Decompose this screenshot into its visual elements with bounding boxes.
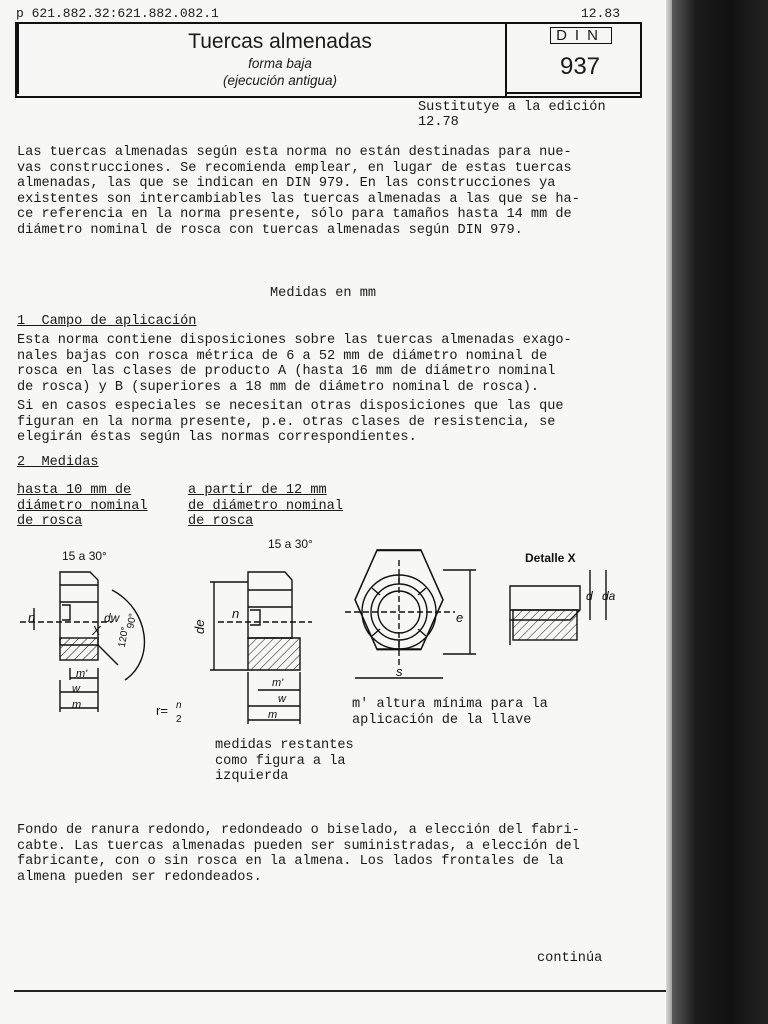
r-formula: r= xyxy=(156,703,168,718)
angle-label-left: 15 a 30° xyxy=(62,549,107,563)
dim-n-left: n xyxy=(28,610,36,625)
text-line: m' altura mínima para la xyxy=(352,697,548,712)
units-note: Medidas en mm xyxy=(270,286,377,301)
dim-m-prime-right: m' xyxy=(272,677,284,689)
dim-da: da xyxy=(602,589,616,603)
closing-paragraph xyxy=(17,823,580,885)
text-line: de rosca) y B (superiores a 18 mm de diámetro nominal de rosca). xyxy=(17,379,540,395)
substitute-line-2: 12.78 xyxy=(418,115,459,130)
section-1-paragraph-1 xyxy=(17,333,572,395)
header-divider xyxy=(505,22,507,96)
header-left-rule xyxy=(16,24,19,94)
text-line: Esta norma contiene disposiciones sobre las tuercas almenadas exago- xyxy=(17,333,572,348)
dim-s: s xyxy=(396,664,403,679)
din-number: 937 xyxy=(559,53,601,80)
text-line: medidas restantes xyxy=(215,738,354,753)
text-line: ce referencia en la norma presente, sólo para tamaños hasta 14 mm de xyxy=(17,207,572,223)
section-1-heading: 1 Campo de aplicación xyxy=(17,314,197,329)
text-line: aplicación de la llave xyxy=(352,712,532,728)
text-line: nales bajas con rosca métrica de 6 a 52 mm de diámetro nominal de xyxy=(17,348,548,364)
r-numerator: n xyxy=(176,700,182,711)
text-line: almena pueden ser redondeados. xyxy=(17,869,262,885)
dim-w-left: w xyxy=(72,683,80,695)
text-line: vas construcciones. Se recomienda emplear, en lugar de estas tuercas xyxy=(17,160,572,176)
detail-x-view xyxy=(510,570,606,645)
text-line: como figura a la xyxy=(215,753,346,769)
page-title: Tuercas almenadas xyxy=(188,30,372,53)
page-subtitle: forma baja xyxy=(248,56,312,71)
column-right-caption xyxy=(188,483,343,530)
angle-120: 120° xyxy=(116,626,132,649)
technical-drawing xyxy=(0,530,660,730)
dim-d: d xyxy=(586,589,593,603)
continues-label: continúa xyxy=(537,951,603,966)
text-line: diámetro nominal de rosca con tuercas almenadas según DIN 979. xyxy=(17,222,523,238)
text-line: hasta 10 mm de xyxy=(17,483,132,498)
remaining-dimensions-note xyxy=(215,738,354,785)
r-denominator: 2 xyxy=(176,714,182,725)
text-line: fabricante, con o sin rosca en la almena. Los lados frontales de la xyxy=(17,854,564,870)
dim-n-right: n xyxy=(232,606,240,621)
classification-ref: p 621.882.32:621.882.082.1 xyxy=(16,6,219,21)
text-line: de diámetro nominal xyxy=(188,498,343,514)
dim-dw: dw xyxy=(104,611,120,625)
column-left-caption xyxy=(17,483,148,530)
dim-m-left: m xyxy=(72,699,82,711)
text-line: Fondo de ranura redondo, redondeado o biselado, a elección del fabri- xyxy=(17,823,580,838)
text-line: almenadas, las que se indican en DIN 979. En las construcciones ya xyxy=(17,176,556,192)
text-line: existentes son intercambiables las tuercas almenadas a las que se ha- xyxy=(17,191,580,207)
dim-de: de xyxy=(192,619,207,634)
dim-e: e xyxy=(456,610,464,625)
text-line: diámetro nominal xyxy=(17,498,148,514)
detail-x-title: Detalle X xyxy=(525,551,576,565)
section-2-heading: 2 Medidas xyxy=(17,455,99,470)
text-line: de rosca xyxy=(188,514,254,530)
text-line: figuran en la norma presente, p.e. otras clases de resistencia, se xyxy=(17,414,556,430)
text-line: Si en casos especiales se necesitan otras disposiciones que las que xyxy=(17,399,564,414)
angle-label-right: 15 a 30° xyxy=(268,537,313,551)
bottom-rule xyxy=(14,990,666,992)
substitute-line-1: Sustitutye a la edición xyxy=(418,100,606,115)
text-line: de rosca xyxy=(17,514,83,530)
din-label: DIN xyxy=(550,27,612,44)
detail-x-marker: X xyxy=(92,623,101,638)
dim-w-right: w xyxy=(278,693,286,705)
m-prime-note xyxy=(352,697,548,728)
issue-date: 12.83 xyxy=(581,6,621,21)
text-line: izquierda xyxy=(215,769,289,785)
text-line: rosca en las clases de producto A (hasta 16 mm de diámetro nominal xyxy=(17,364,556,380)
intro-paragraph xyxy=(17,145,580,239)
section-1-paragraph-2 xyxy=(17,399,564,446)
scan-margin-dark xyxy=(672,0,768,1024)
page-note: (ejecución antigua) xyxy=(222,73,338,88)
text-line: elegirán éstas según las normas correspondientes. xyxy=(17,430,417,446)
header-bottom-rule xyxy=(507,92,640,94)
dim-m-right: m xyxy=(268,709,278,721)
text-line: cabte. Las tuercas almenadas pueden ser suministradas, a elección del xyxy=(17,838,580,854)
nut-large-side-view xyxy=(210,572,312,724)
angle-90: 90° xyxy=(125,612,139,630)
dim-m-prime-left: m' xyxy=(76,668,88,680)
text-line: a partir de 12 mm xyxy=(188,483,327,498)
text-line: Las tuercas almenadas según esta norma no están destinadas para nue- xyxy=(17,145,572,160)
